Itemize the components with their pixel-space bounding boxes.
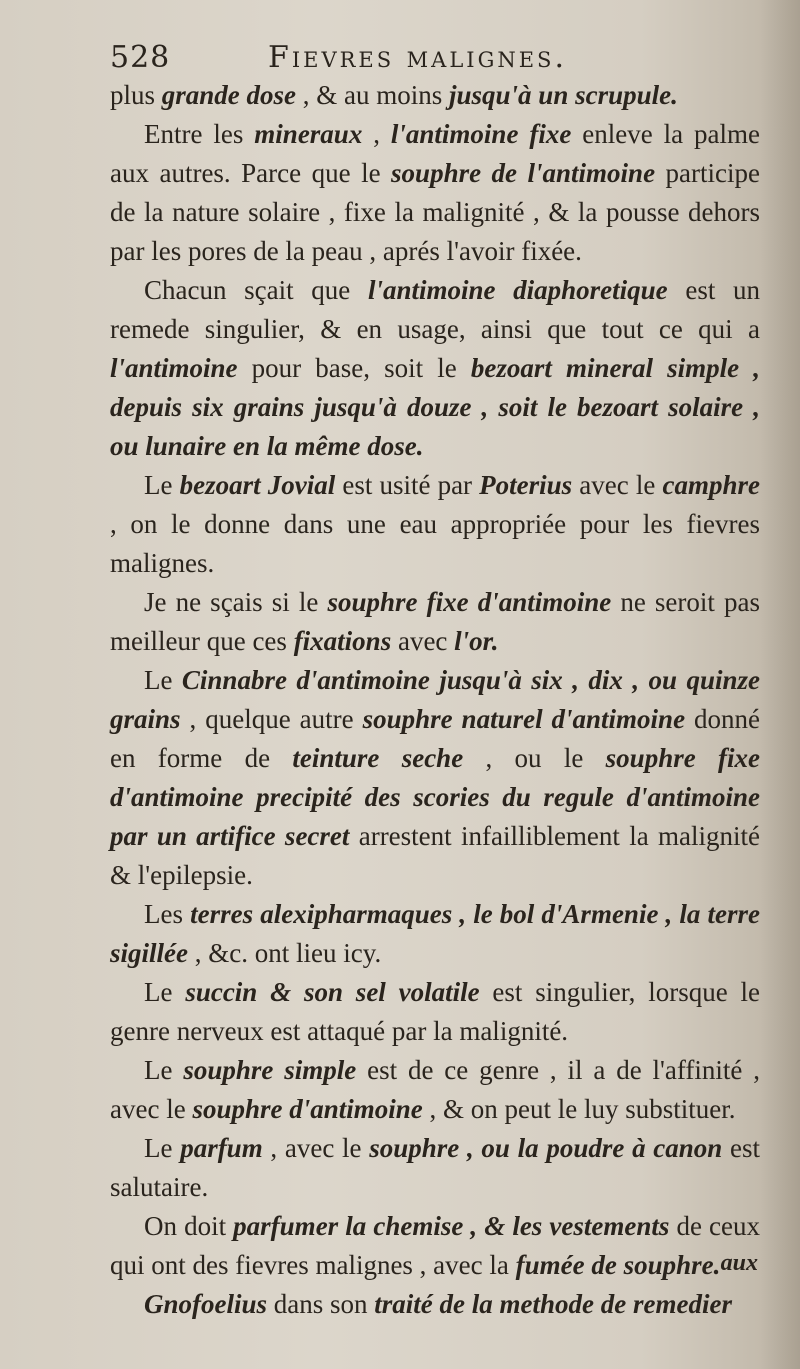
text-run: Le — [144, 1133, 181, 1163]
paragraph — [110, 583, 760, 661]
paragraph — [110, 661, 760, 895]
text-run: plus — [110, 80, 162, 110]
running-title: Fievres malignes. — [268, 40, 567, 75]
italic-run: mineraux — [254, 119, 363, 149]
text-run: , &c. ont lieu icy. — [187, 938, 382, 968]
paragraph — [110, 271, 760, 466]
paragraph — [110, 115, 760, 271]
text-run: est singulier, lorsque le genre nerveux est attaqué par la malignité. — [110, 977, 761, 1046]
italic-run: bezoart mineral simple , depuis six grains jusqu'à douze , soit le bezoart solaire , ou lunaire en la même dose. — [110, 353, 760, 461]
italic-run: Cinnabre d'antimoine jusqu'à six , dix , ou quinze grains — [110, 665, 760, 734]
text-run: avec le — [572, 470, 663, 500]
italic-run: souphre de l'antimoine — [391, 158, 656, 188]
text-run: est usité par — [335, 470, 480, 500]
italic-run: teinture seche — [292, 743, 464, 773]
italic-run: parfum — [180, 1133, 263, 1163]
italic-run: souphre d'antimoine — [192, 1094, 423, 1124]
text-run: participe de la nature solaire , fixe la malignité , & la pousse dehors par les pores de la peau , aprés l'avoir fixée. — [110, 158, 760, 266]
italic-run: fumée de souphre. — [515, 1250, 721, 1280]
text-run: , & on peut le luy substituer. — [422, 1094, 736, 1124]
text-run: , ou le — [463, 743, 606, 773]
text-run: ne seroit pas meilleur que ces — [110, 587, 761, 656]
italic-run: bezoart Jovial — [179, 470, 336, 500]
text-run: est salutaire. — [110, 1133, 760, 1202]
text-run: On doit — [144, 1211, 234, 1241]
text-run: Le — [144, 977, 186, 1007]
italic-run: souphre fixe d'antimoine precipité des scories du regule d'antimoine par un artifice secret — [110, 743, 760, 851]
text-run: Entre les — [144, 119, 255, 149]
italic-run: Poterius — [479, 470, 573, 500]
italic-run: fixations — [293, 626, 392, 656]
text-run: Chacun sçait que — [144, 275, 368, 305]
italic-run: l'or. — [454, 626, 499, 656]
italic-run: terres alexipharmaques , le bol d'Armenie , la terre sigillée — [110, 899, 760, 968]
italic-run: jusqu'à un scrupule. — [449, 80, 678, 110]
paragraph — [110, 1207, 760, 1285]
italic-run: souphre , ou la poudre à canon — [369, 1133, 723, 1163]
italic-run: succin & son sel volatile — [185, 977, 480, 1007]
italic-run: souphre fixe d'antimoine — [327, 587, 612, 617]
text-run: avec — [391, 626, 455, 656]
paragraph — [110, 1129, 760, 1207]
italic-run: parfumer la chemise , & les vestements — [233, 1211, 670, 1241]
text-run: Le — [144, 665, 182, 695]
text-run: est un remede singulier, & en usage, ainsi que tout ce qui a — [110, 275, 760, 344]
italic-run: l'antimoine — [110, 353, 238, 383]
text-run: Je ne sçais si le — [144, 587, 328, 617]
text-run: , — [362, 119, 391, 149]
italic-run: traité de la methode de remedier — [374, 1289, 732, 1319]
paragraph — [110, 466, 760, 583]
text-run: arrestent infailliblement la malignité & l'epilepsie. — [110, 821, 760, 890]
paragraph — [110, 1051, 760, 1129]
text-run: , quelque autre — [180, 704, 363, 734]
text-run: Le — [144, 470, 180, 500]
catchword: aux — [720, 1250, 758, 1276]
italic-run: l'antimoine diaphoretique — [367, 275, 668, 305]
text-body — [110, 76, 760, 1324]
italic-run: souphre naturel d'antimoine — [362, 704, 686, 734]
text-run: Les — [144, 899, 191, 929]
italic-run: camphre — [662, 470, 760, 500]
italic-run: l'antimoine fixe — [390, 119, 572, 149]
paragraph — [110, 973, 760, 1051]
paragraph — [110, 1285, 760, 1324]
page-number: 528 — [110, 40, 171, 75]
paragraph — [110, 76, 760, 115]
text-run: enleve la palme aux autres. Parce que le — [110, 119, 760, 188]
text-run: pour base, soit le — [237, 353, 471, 383]
paragraph — [110, 895, 760, 973]
italic-run: grande dose — [161, 80, 297, 110]
text-run: donné en forme de — [110, 704, 761, 773]
text-run: Le — [144, 1055, 184, 1085]
italic-run: Gnofoelius — [144, 1289, 268, 1319]
text-run: dans son — [267, 1289, 375, 1319]
text-run: est de ce genre , il a de l'affinité , avec le — [110, 1055, 760, 1124]
text-run: , & au moins — [296, 80, 450, 110]
page-header — [110, 38, 750, 78]
text-run: , on le donne dans une eau appropriée pour les fievres malignes. — [110, 509, 760, 578]
text-run: de ceux qui ont des fievres malignes , avec la — [110, 1211, 760, 1280]
italic-run: souphre simple — [183, 1055, 357, 1085]
text-run: , avec le — [262, 1133, 370, 1163]
